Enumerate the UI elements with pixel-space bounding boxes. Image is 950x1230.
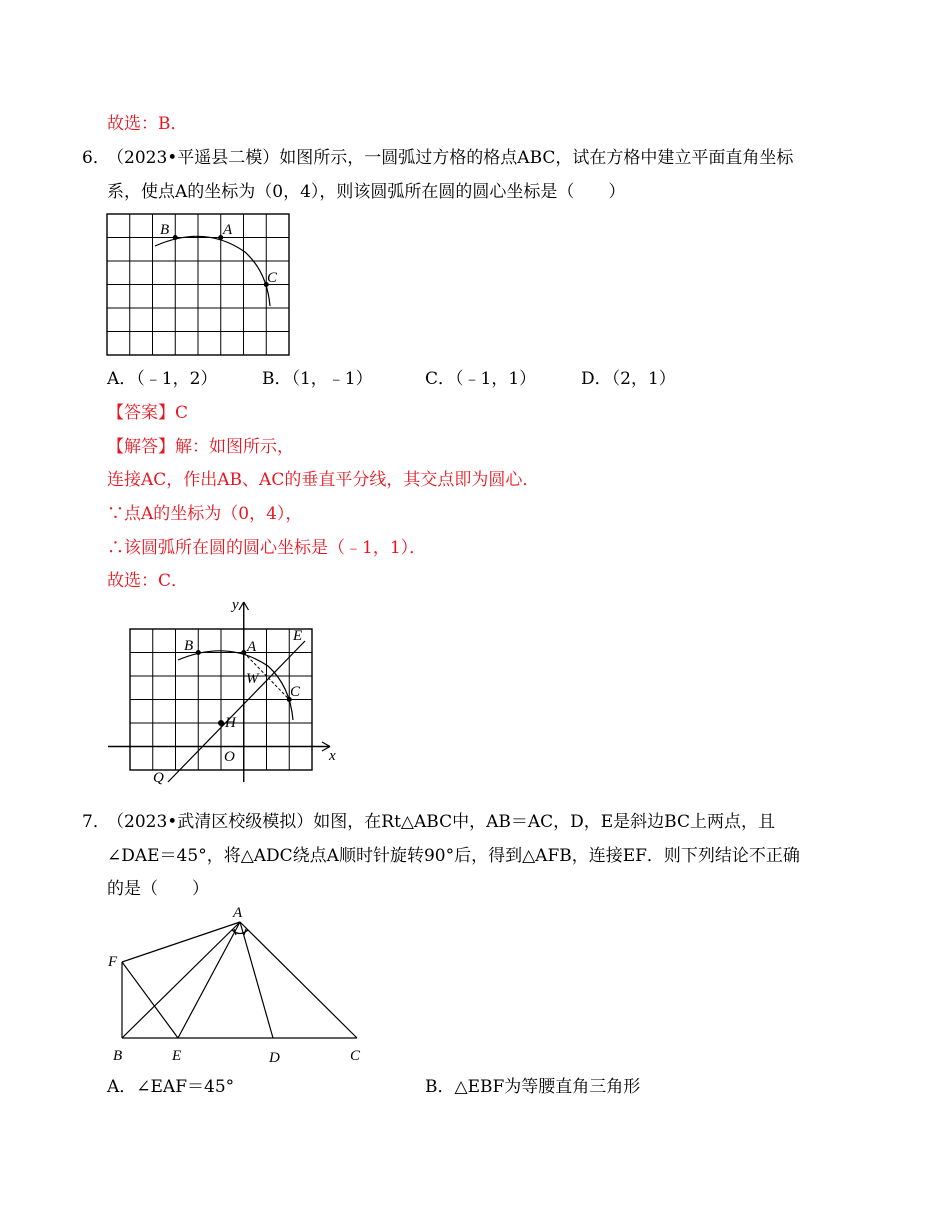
q7-label-b: B [113, 1048, 123, 1064]
perpendicular-bisector-qe [168, 641, 305, 782]
sol-label-o: O [224, 749, 235, 765]
sol-label-b: B [184, 638, 194, 654]
label-c: C [267, 270, 278, 286]
q6-analysis-line2: ∵点A的坐标为（0，4）， [107, 504, 303, 524]
q6-option-c: C．（﹣1，1） [425, 369, 537, 389]
label-y: y [232, 597, 239, 613]
q7-stem-line1: （2023•武清区校级模拟）如图，在Rt△ABC中，AB＝AC，D，E是斜边BC上两点，且 [107, 812, 775, 832]
q7-label-e: E [172, 1048, 182, 1064]
sol-point-h-dot [218, 720, 224, 726]
sol-point-a-dot [241, 650, 246, 655]
q7-number: 7． [82, 812, 110, 832]
q6-stem-line1: （2023•平遥县二模）如图所示，一圆弧过方格的格点ABC，试在方格中建立平面直角坐标 [107, 148, 794, 168]
q7-triangle-lines [122, 922, 357, 1038]
sol-label-c: C [290, 684, 301, 700]
q6-choice: 故选：C． [107, 571, 189, 591]
q6-analysis-line3: ∴该圆弧所在圆的圆心坐标是（﹣1，1）． [107, 538, 427, 558]
q7-label-a: A [233, 905, 243, 921]
sol-point-b-dot [196, 650, 201, 655]
q7-label-f: F [108, 954, 118, 970]
q6-number: 6． [82, 148, 110, 168]
sol-label-a: A [247, 639, 257, 655]
q7-label-d: D [269, 1050, 280, 1066]
label-x: x [329, 748, 336, 764]
label-a: A [223, 222, 233, 238]
q7-stem-line3: 的是（ ） [107, 879, 209, 899]
q6-grid-figure [105, 212, 295, 360]
q7-stem-line2: ∠DAE＝45°，将△ADC绕点A顺时针旋转90°后，得到△AFB，连接EF．则下列结论不正确 [107, 846, 800, 866]
point-b-dot [173, 235, 178, 240]
q7-option-a: A．∠EAF＝45° [107, 1077, 235, 1097]
sol-label-w: W [246, 671, 259, 687]
q7-label-c: C [350, 1048, 361, 1064]
sol-label-q: Q [153, 770, 164, 786]
q6-grid-lines [107, 214, 289, 355]
q6-solution-figure [100, 596, 345, 786]
q6-option-b: B．（1，﹣1） [262, 369, 373, 389]
q6-solution-grid [130, 629, 312, 770]
q6-answer: 【答案】C [107, 403, 189, 423]
q6-option-d: D．（2，1） [581, 369, 676, 389]
q7-option-b: B．△EBF为等腰直角三角形 [425, 1077, 641, 1097]
label-b: B [160, 222, 170, 238]
q6-analysis-title: 【解答】解：如图所示， [107, 437, 294, 457]
q7-triangle-figure [100, 902, 380, 1072]
q6-stem-line2: 系，使点A的坐标为（0，4），则该圆弧所在圆的圆心坐标是（ ） [107, 182, 626, 202]
q6-arc [155, 236, 270, 306]
sol-label-h: H [225, 715, 236, 731]
q6-option-a: A．（﹣1，2） [107, 369, 218, 389]
previous-answer-choice: 故选：B． [107, 114, 188, 134]
q6-analysis-line1: 连接AC，作出AB、AC的垂直平分线，其交点即为圆心． [107, 470, 540, 490]
sol-label-e: E [293, 628, 303, 644]
